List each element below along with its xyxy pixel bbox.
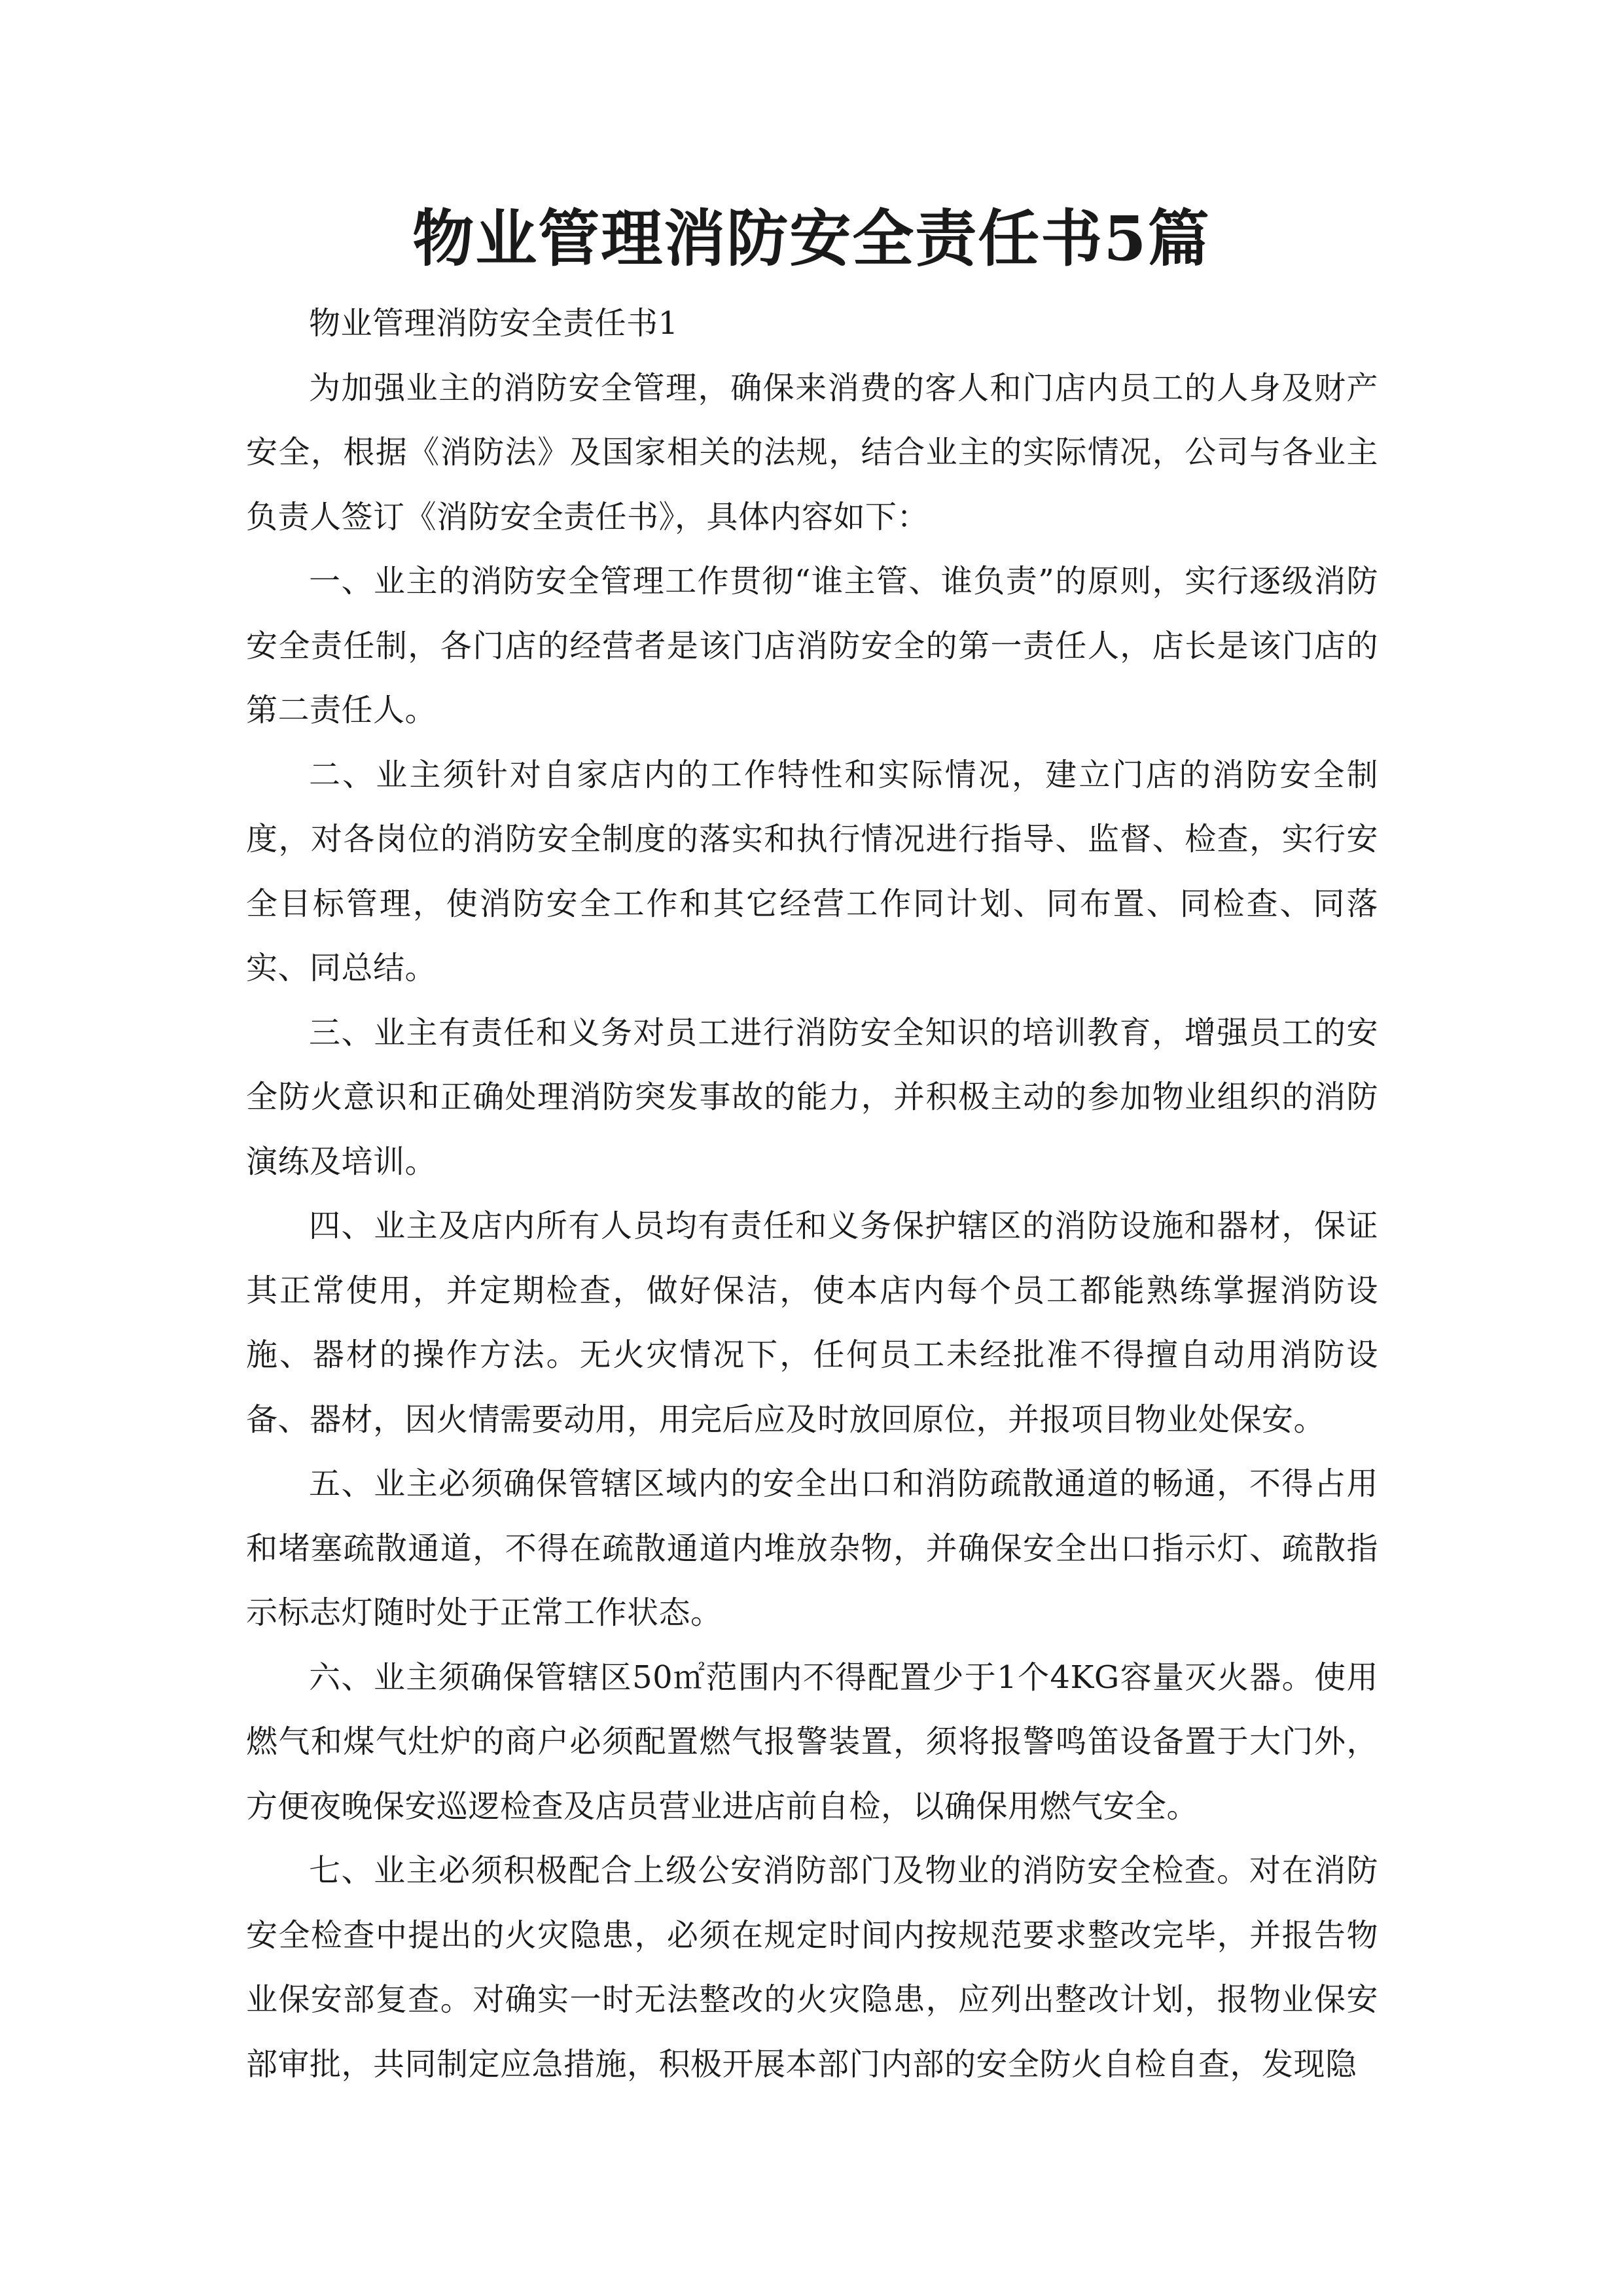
paragraph-clause-5: 五、业主必须确保管辖区域内的安全出口和消防疏散通道的畅通，不得占用和堵塞疏散通道，不得在疏散通道内堆放杂物，并确保安全出口指示灯、疏散指示标志灯随时处于正常工作状态。 — [246, 1465, 1378, 1631]
section-heading: 物业管理消防安全责任书1 — [309, 305, 679, 342]
paragraph-clause-6: 六、业主须确保管辖区50㎡范围内不得配置少于1个4KG容量灭火器。使用燃气和煤气灶炉的商户必须配置燃气报警装置，须将报警鸣笛设备置于大门外，方便夜晚保安巡逻检查及店员营业进店前自检，以确保用燃气安全。 — [246, 1659, 1378, 1825]
paragraph-clause-2: 二、业主须针对自家店内的工作特性和实际情况，建立门店的消防安全制度，对各岗位的消防安全制度的落实和执行情况进行指导、监督、检查，实行安全目标管理，使消防安全工作和其它经营工作同计划、同布置、同检查、同落实、同总结。 — [246, 756, 1378, 986]
paragraph-clause-4: 四、业主及店内所有人员均有责任和义务保护辖区的消防设施和器材，保证其正常使用，并定期检查，做好保洁，使本店内每个员工都能熟练掌握消防设施、器材的操作方法。无火灾情况下，任何员工未经批准不得擅自动用消防设备、器材，因火情需要动用，用完后应及时放回原位，并报项目物业处保安。 — [246, 1208, 1378, 1438]
paragraph-intro: 为加强业主的消防安全管理，确保来消费的客人和门店内员工的人身及财产安全，根据《消防法》及国家相关的法规，结合业主的实际情况，公司与各业主负责人签订《消防安全责任书》，具体内容如下： — [246, 369, 1378, 535]
document-body — [246, 291, 1378, 2096]
paragraph-clause-7: 七、业主必须积极配合上级公安消防部门及物业的消防安全检查。对在消防安全检查中提出的火灾隐患，必须在规定时间内按规范要求整改完毕，并报告物业保安部复查。对确实一时无法整改的火灾隐患，应列出整改计划，报物业保安部审批，共同制定应急措施，积极开展本部门内部的安全防火自检自查，发现隐 — [246, 1852, 1378, 2083]
paragraph-clause-3: 三、业主有责任和义务对员工进行消防安全知识的培训教育，增强员工的安全防火意识和正确处理消防突发事故的能力，并积极主动的参加物业组织的消防演练及培训。 — [246, 1014, 1378, 1180]
paragraph-clause-1: 一、业主的消防安全管理工作贯彻“谁主管、谁负责”的原则，实行逐级消防安全责任制，各门店的经营者是该门店消防安全的第一责任人，店长是该门店的第二责任人。 — [246, 563, 1378, 728]
document-title: 物业管理消防安全责任书5篇 — [412, 203, 1211, 275]
